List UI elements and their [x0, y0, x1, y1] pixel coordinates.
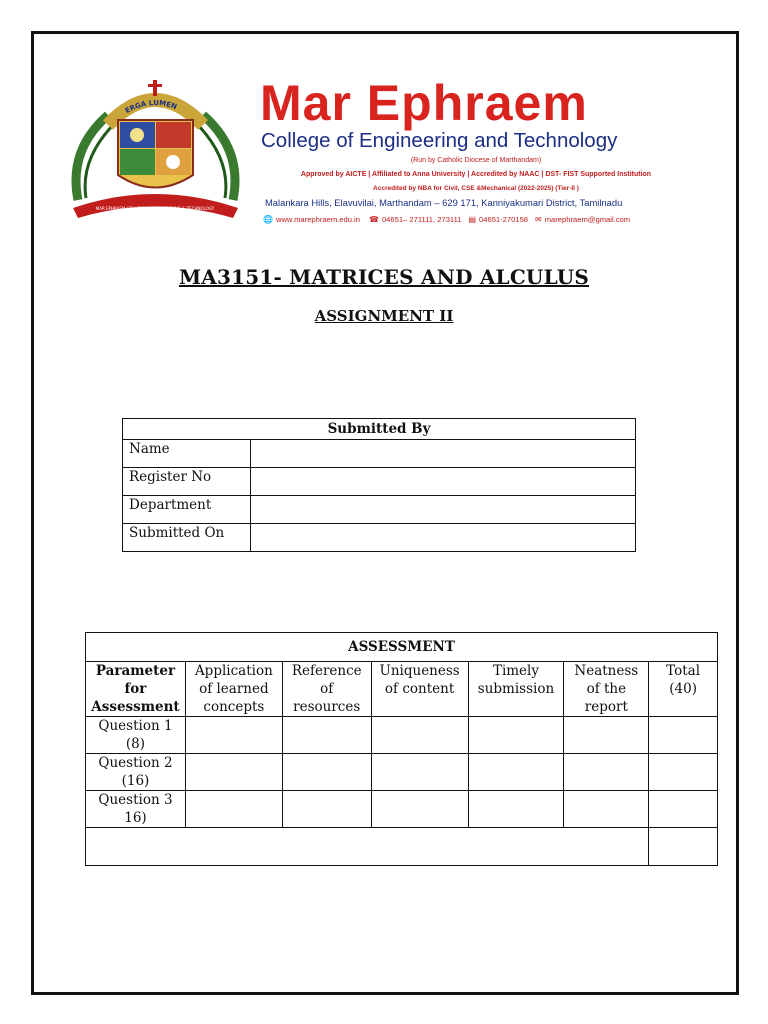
- website-link[interactable]: www.marephraem.edu.in: [275, 215, 360, 224]
- column-header: Timely submission: [468, 662, 564, 717]
- college-run-by: (Run by Catholic Diocese of Marthandam): [410, 157, 542, 164]
- column-header: Uniqueness of content: [371, 662, 468, 717]
- score-cell[interactable]: [282, 791, 371, 828]
- submitted-by-table: [122, 418, 636, 552]
- column-header: Reference of resources: [282, 662, 371, 717]
- total-score-cell[interactable]: [649, 828, 718, 866]
- assessment-table: [85, 632, 718, 866]
- score-cell[interactable]: [468, 717, 564, 754]
- score-cell[interactable]: [282, 717, 371, 754]
- score-cell[interactable]: [185, 791, 282, 828]
- name-field[interactable]: [251, 440, 636, 468]
- assessment-heading: ASSESSMENT: [86, 633, 718, 662]
- register-no-label: Register No: [123, 468, 251, 496]
- college-subtitle: College of Engineering and Technology: [261, 129, 618, 152]
- question-label: Question 2 (16): [86, 754, 186, 791]
- phone-number: 04651– 271111, 273111: [381, 215, 462, 224]
- name-label: Name: [123, 440, 251, 468]
- score-cell[interactable]: [371, 717, 468, 754]
- college-logo: [68, 80, 243, 225]
- question-label: Question 1 (8): [86, 717, 186, 754]
- document-title: MA3151- MATRICES AND ALCULUS: [178, 265, 590, 289]
- table-row: [86, 791, 718, 828]
- svg-text:MAR EPHRAEM COLLEGE OF ENGINEE: MAR EPHRAEM COLLEGE OF ENGINEERING & TECHNOLOGY: [95, 206, 215, 211]
- submitted-by-heading: Submitted By: [123, 419, 636, 440]
- question-label: Question 3 16): [86, 791, 186, 828]
- college-nba-accreditation: Accredited by NBA for Civil, CSE &Mechanical (2022-2025) (Tier-II ): [373, 185, 579, 192]
- score-cell[interactable]: [185, 754, 282, 791]
- score-cell[interactable]: [371, 791, 468, 828]
- total-row: [86, 828, 718, 866]
- register-no-field[interactable]: [251, 468, 636, 496]
- submitted-on-label: Submitted On: [123, 524, 251, 552]
- total-label-cell: [86, 828, 649, 866]
- score-cell[interactable]: [649, 717, 718, 754]
- college-approvals: Approved by AICTE | Affiliated to Anna University | Accredited by NAAC | DST- FIST Supported Institution: [300, 171, 652, 178]
- fax-icon: ▤: [468, 214, 477, 224]
- fax-number: 04651-270158: [479, 215, 529, 224]
- score-cell[interactable]: [468, 791, 564, 828]
- globe-icon: 🌐: [263, 214, 273, 224]
- column-header: Application of learned concepts: [185, 662, 282, 717]
- table-row: [123, 468, 636, 496]
- score-cell[interactable]: [564, 717, 649, 754]
- score-cell[interactable]: [185, 717, 282, 754]
- table-row: [123, 440, 636, 468]
- svg-text:ERGA LUMEN: ERGA LUMEN: [123, 98, 178, 116]
- college-name: Mar Ephraem: [260, 75, 588, 131]
- table-row: [86, 717, 718, 754]
- college-address: Malankara Hills, Elavuvilai, Marthandam – 629 171, Kanniyakumari District, Tamilnadu: [265, 197, 623, 208]
- college-contact: [263, 215, 630, 224]
- table-row: [86, 754, 718, 791]
- score-cell[interactable]: [564, 754, 649, 791]
- score-cell[interactable]: [649, 791, 718, 828]
- table-row: [123, 524, 636, 552]
- phone-icon: ☎: [368, 214, 379, 224]
- assessment-header-row: [86, 662, 718, 717]
- score-cell[interactable]: [282, 754, 371, 791]
- score-cell[interactable]: [371, 754, 468, 791]
- department-label: Department: [123, 496, 251, 524]
- mail-icon: ✉: [535, 214, 542, 224]
- score-cell[interactable]: [564, 791, 649, 828]
- column-header: Total (40): [649, 662, 718, 717]
- column-header: Parameter for Assessment: [86, 662, 186, 717]
- score-cell[interactable]: [468, 754, 564, 791]
- department-field[interactable]: [251, 496, 636, 524]
- score-cell[interactable]: [649, 754, 718, 791]
- column-header: Neatness of the report: [564, 662, 649, 717]
- email-link[interactable]: marephraem@gmail.com: [544, 215, 631, 224]
- submitted-on-field[interactable]: [251, 524, 636, 552]
- table-row: [123, 496, 636, 524]
- document-subtitle: ASSIGNMENT II: [314, 307, 454, 325]
